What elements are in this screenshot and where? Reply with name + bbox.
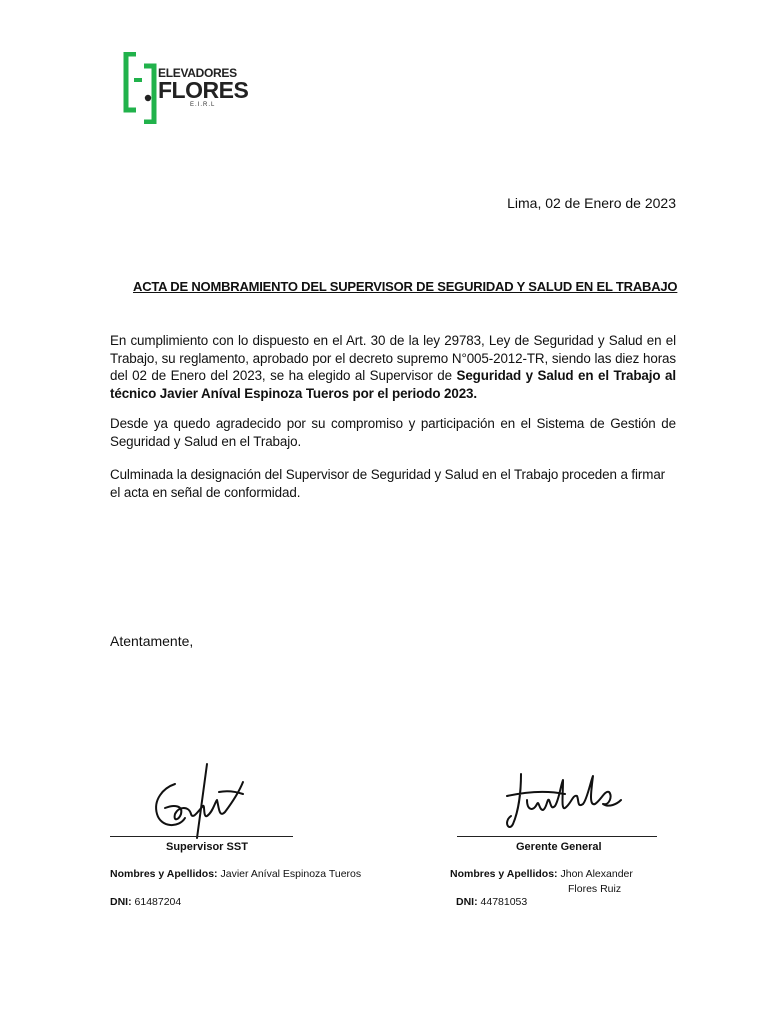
paragraph-conclusion: Culminada la designación del Supervisor de Seguridad y Salud en el Trabajo proceden a firmar el acta en señal de conformidad.	[110, 467, 666, 500]
signature-line-left	[110, 836, 293, 837]
logo-wordmark	[158, 67, 248, 109]
manager-name-field	[450, 868, 633, 880]
supervisor-dni: 61487204	[134, 896, 182, 908]
manager-signature	[505, 770, 625, 840]
manager-dni-label: DNI:	[456, 896, 478, 908]
supervisor-name-field	[110, 868, 361, 880]
manager-name-line1: Jhon Alexander	[560, 868, 633, 880]
role-supervisor: Supervisor SST	[166, 841, 248, 853]
manager-name-line2: Flores Ruiz	[568, 883, 622, 895]
supervisor-signature	[145, 762, 255, 842]
paragraph-appointment-bold: Seguridad y Salud en el Trabajo al técnico Javier Aníval Espinoza Tueros por el periodo 2023.	[110, 368, 677, 401]
signature-line-right	[457, 836, 657, 837]
manager-dni: 44781053	[480, 896, 528, 908]
logo-bracket-icon	[122, 52, 158, 124]
supervisor-dni-label: DNI:	[110, 896, 132, 908]
supervisor-dni-field	[110, 896, 181, 908]
logo-line-elevadores: ELEVADORES	[158, 66, 237, 80]
logo-line-flores: FLORES	[158, 77, 249, 103]
document-title: ACTA DE NOMBRAMIENTO DEL SUPERVISOR DE SEGURIDAD Y SALUD EN EL TRABAJO	[133, 279, 678, 294]
company-logo	[122, 52, 249, 124]
supervisor-name-label: Nombres y Apellidos:	[110, 868, 218, 880]
supervisor-name: Javier Aníval Espinoza Tueros	[220, 868, 362, 880]
manager-dni-field	[456, 896, 527, 908]
closing-salutation: Atentamente,	[110, 633, 194, 649]
logo-line-eirl: E.I.R.L	[190, 102, 216, 108]
manager-name-label: Nombres y Apellidos:	[450, 868, 558, 880]
role-manager: Gerente General	[516, 841, 602, 853]
paragraph-appointment-text: En cumplimiento con lo dispuesto en el Art. 30 de la ley 29783, Ley de Seguridad y Salud en el Trabajo, su reglamento, aprobado por el decreto supremo N°005-2012-TR, siendo las diez horas del 02 de Enero del 2023, se ha elegido al Supervisor de	[110, 333, 676, 383]
document-date: Lima, 02 de Enero de 2023	[507, 195, 676, 211]
paragraph-appointment	[110, 332, 676, 402]
paragraph-thanks: Desde ya quedo agradecido por su compromiso y participación en el Sistema de Gestión de Seguridad y Salud en el Trabajo.	[110, 416, 676, 449]
